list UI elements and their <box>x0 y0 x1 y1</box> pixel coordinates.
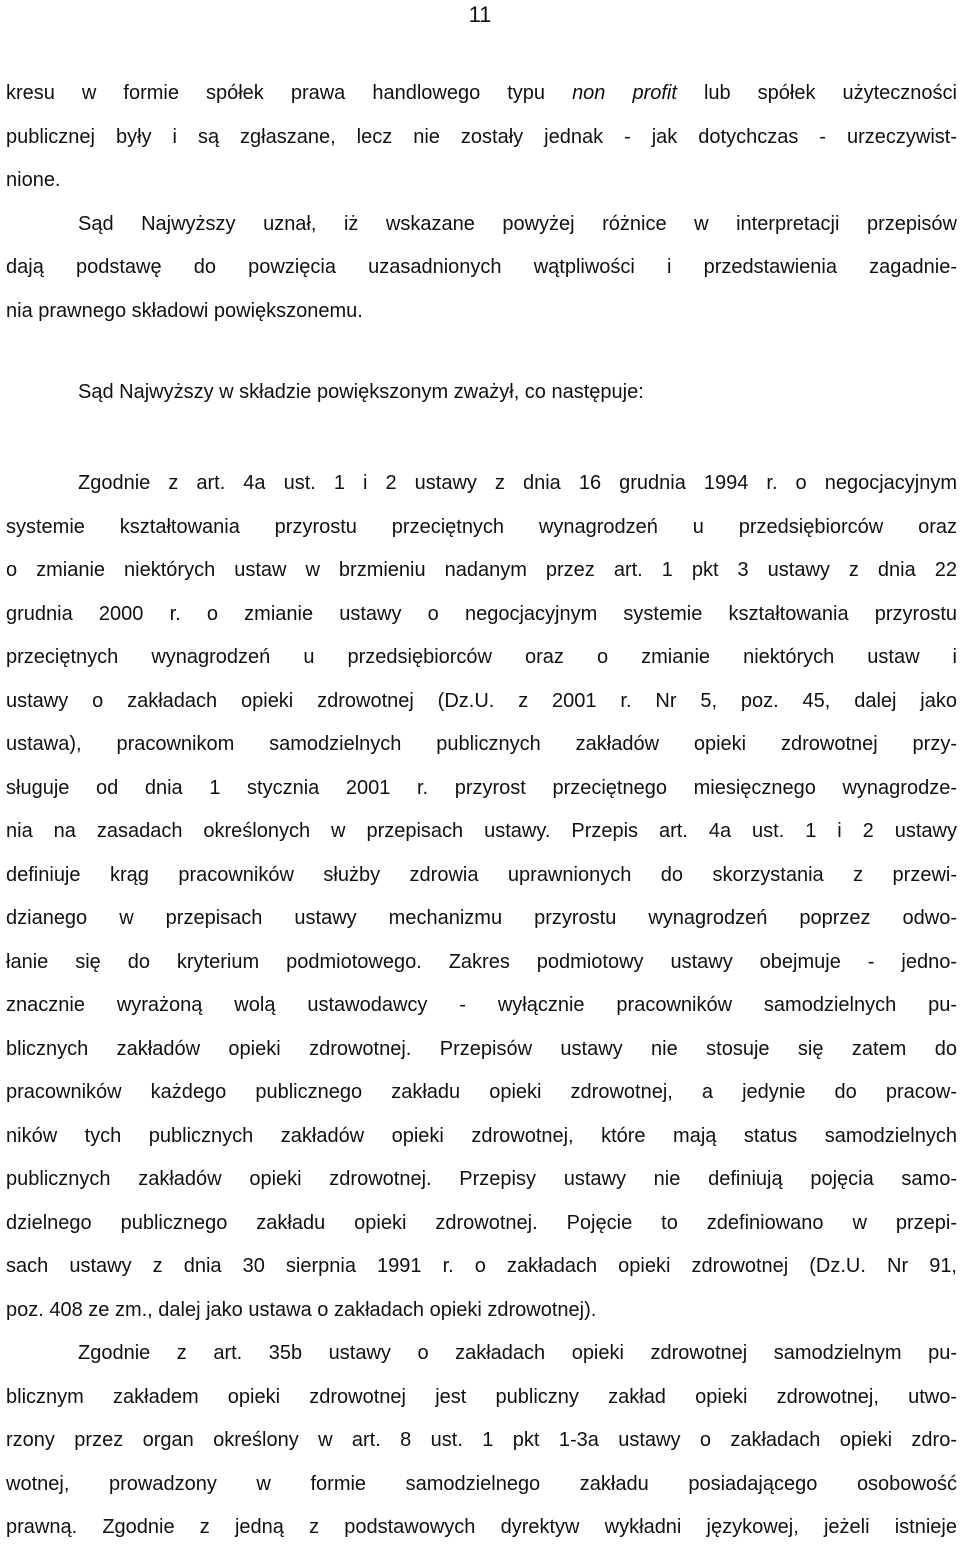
text-line: ników tych publicznych zakładów opieki zdrowotnej, które mają status samodzielnych <box>6 1124 957 1147</box>
text-line: Sąd Najwyższy uznał, iż wskazane powyżej różnice w interpretacji przepisów <box>78 212 957 235</box>
italic-term: non profit <box>572 82 677 104</box>
text-line: poz. 408 ze zm., dalej jako ustawa o zakładach opieki zdrowotnej). <box>6 1298 597 1321</box>
section-heading: Sąd Najwyższy w składzie powiększonym zważył, co następuje: <box>78 381 644 403</box>
text-line: dzielnego publicznego zakładu opieki zdrowotnej. Pojęcie to zdefiniowano w przepi- <box>6 1211 957 1234</box>
text-line: sach ustawy z dnia 30 sierpnia 1991 r. o zakładach opieki zdrowotnej (Dz.U. Nr 91, <box>6 1255 957 1277</box>
text-line: łanie się do kryterium podmiotowego. Zakres podmiotowy ustawy obejmuje - jedno- <box>6 950 957 973</box>
text-line: ustawy o zakładach opieki zdrowotnej (Dz.U. z 2001 r. Nr 5, poz. 45, dalej jako <box>6 689 957 712</box>
text-line: prawną. Zgodnie z jedną z podstawowych dyrektyw wykładni językowej, jeżeli istnieje <box>6 1516 957 1538</box>
paragraph-intro <box>6 72 957 333</box>
text-line: znacznie wyrażoną wolą ustawodawcy - wyłącznie pracowników samodzielnych pu- <box>6 994 957 1016</box>
text-line: pracowników każdego publicznego zakładu opieki zdrowotnej, a jedynie do pracow- <box>6 1081 957 1103</box>
text-line: wotnej, prowadzony w formie samodzielnego zakładu posiadającego osobowość <box>6 1472 957 1495</box>
text-line: systemie kształtowania przyrostu przeciętnych wynagrodzeń u przedsiębiorców oraz <box>6 515 957 538</box>
text-line: nione. <box>6 169 61 191</box>
text-line: ustawa), pracownikom samodzielnych publicznych zakładów opieki zdrowotnej przy- <box>6 733 957 755</box>
text-line: Zgodnie z art. 4a ust. 1 i 2 ustawy z dnia 16 grudnia 1994 r. o negocjacyjnym <box>78 472 957 494</box>
text-line: nia na zasadach określonych w przepisach ustawy. Przepis art. 4a ust. 1 i 2 ustawy <box>6 820 957 842</box>
text-line: nia prawnego składowi powiększonemu. <box>6 299 363 322</box>
text-line: o zmianie niektórych ustaw w brzmieniu nadanym przez art. 1 pkt 3 ustawy z dnia 22 <box>6 559 957 581</box>
text-line: dzianego w przepisach ustawy mechanizmu przyrostu wynagrodzeń poprzez odwo- <box>6 907 957 929</box>
text-line: sługuje od dnia 1 stycznia 2001 r. przyrost przeciętnego miesięcznego wynagrodze- <box>6 776 957 799</box>
text-line: blicznym zakładem opieki zdrowotnej jest publiczny zakład opieki zdrowotnej, utwo- <box>6 1385 957 1408</box>
text-line: grudnia 2000 r. o zmianie ustawy o negocjacyjnym systemie kształtowania przyrostu <box>6 602 957 625</box>
paragraph-heading <box>6 377 957 407</box>
text-line: rzony przez organ określony w art. 8 ust. 1 pkt 1-3a ustawy o zakładach opieki zdro- <box>6 1429 957 1451</box>
text-line: publicznej były i są zgłaszane, lecz nie zostały jednak - jak dotychczas - urzeczywist- <box>6 125 957 148</box>
text-line: przeciętnych wynagrodzeń u przedsiębiorców oraz o zmianie niektórych ustaw i <box>6 646 957 668</box>
text-line: kresu w formie spółek prawa handlowego typu non profit lub spółek użyteczności <box>6 82 957 104</box>
text-line: blicznych zakładów opieki zdrowotnej. Przepisów ustawy nie stosuje się zatem do <box>6 1037 957 1060</box>
paragraph-body <box>6 462 957 1550</box>
text-line: Zgodnie z art. 35b ustawy o zakładach opieki zdrowotnej samodzielnym pu- <box>78 1342 957 1364</box>
text-line: dają podstawę do powzięcia uzasadnionych wątpliwości i przedstawienia zagadnie- <box>6 256 957 278</box>
page-number: 11 <box>468 2 492 27</box>
text-line: definiuje krąg pracowników służby zdrowia uprawnionych do skorzystania z przewi- <box>6 863 957 886</box>
text-line: publicznych zakładów opieki zdrowotnej. Przepisy ustawy nie definiują pojęcia samo- <box>6 1168 957 1190</box>
